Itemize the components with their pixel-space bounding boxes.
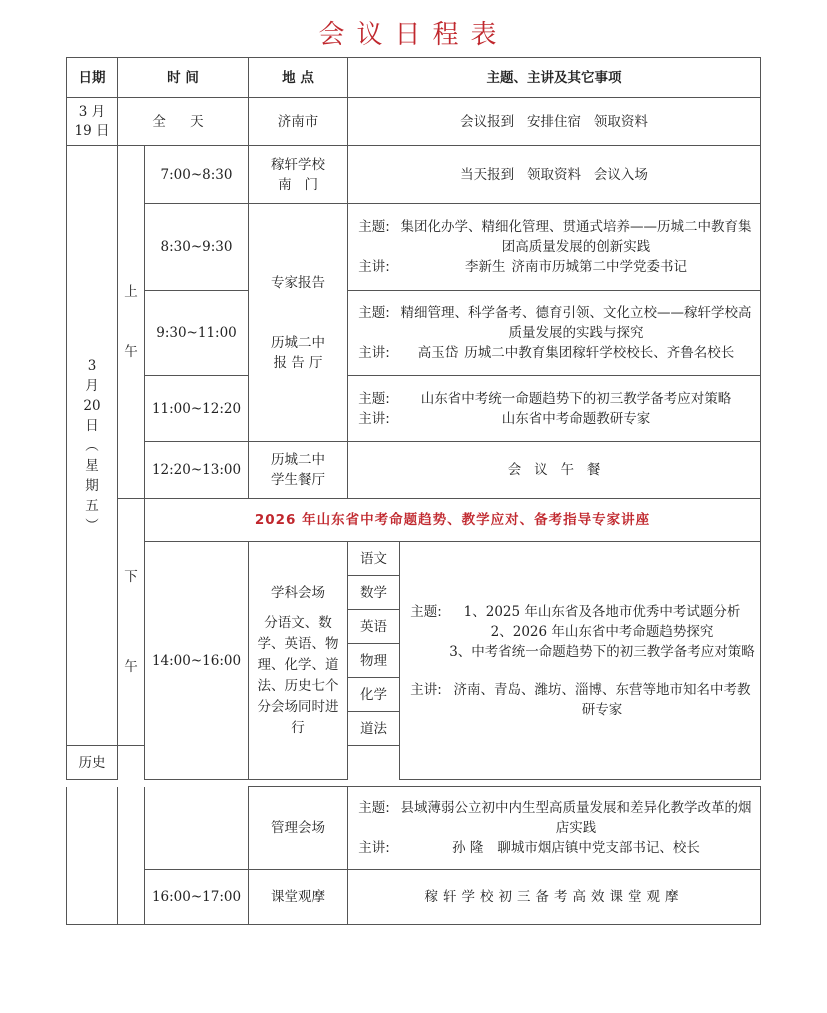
header-row [67,58,761,98]
subject-cell: 物理 [348,644,400,678]
am-venue-cell [249,204,348,442]
content-cell: 当天报到 领取资料 会议入场 [348,146,761,204]
date-char: 日 [85,417,99,434]
subject-cell: 化学 [348,678,400,712]
speaker-title: 山东省中考命题教研专家 [501,410,651,427]
date-char: 20 [83,397,101,414]
subject-cell: 数学 [348,576,400,610]
place-cell [249,442,348,499]
pm-char: 下 [124,569,138,585]
topic-label: 主题: [358,390,390,407]
subject-cell: 历史 [67,746,118,780]
pm-observe-row [67,870,761,925]
speaker-label: 主讲: [410,681,442,698]
date-char: 五 [85,497,99,514]
speaker-title: 历城二中教育集团稼轩学校校长、齐鲁名校长 [464,345,735,361]
am-row-5 [67,442,761,499]
header-date: 日期 [67,58,118,98]
date-char: 月 [85,377,99,394]
date-char: ︵ [85,437,99,454]
subject-venue-cell [249,542,348,780]
speaker-name: 孙 隆 [452,840,484,856]
place-line: 学生餐厅 [271,472,326,488]
place-cell [249,146,348,204]
observe-venue: 课堂观摩 [249,870,348,925]
topic-item: 1、2025 年山东省及各地市优秀中考试题分析 [463,603,741,620]
time-cell: 8:30~9:30 [145,204,249,291]
topic-text: 山东省中考统一命题趋势下的初三教学备考应对策略 [420,390,732,407]
am-row-1 [67,146,761,204]
topic-text: 精细管理、科学备考、德育引领、文化立校——稼轩学校高质量发展的实践与探究 [400,305,752,341]
date-continuation [67,787,118,870]
subject-venue: 学科会场 [271,584,326,601]
pm-mgmt-row [67,787,761,870]
day1-row [67,98,761,146]
date-char: 3 [87,357,97,374]
pm-time-1: 14:00~16:00 [145,542,249,780]
date-char: ︶ [85,517,99,534]
header-time: 时 间 [118,58,249,98]
am-row-4 [67,376,761,442]
topic-label: 主题: [410,603,442,620]
topic-text: 集团化办学、精细化管理、贯通式培养——历城二中教育集团高质量发展的创新实践 [400,219,752,255]
am-venue-hall-line2: 报 告 厅 [273,354,323,371]
page-title: 会议日程表 [318,20,509,50]
subject-cell: 道法 [348,712,400,746]
day1-date-day: 19 日 [74,122,110,139]
schedule-table [66,57,761,780]
place-line: 历城二中 [271,452,326,468]
pm-banner: 2026 年山东省中考命题趋势、教学应对、备考指导专家讲座 [145,499,761,542]
mgmt-topic-cell [348,787,761,870]
day1-time: 全 天 [118,98,249,146]
speaker-text: 济南、青岛、潍坊、淄博、东营等地市知名中考教研专家 [453,681,751,718]
am-label [118,146,145,499]
topic-label: 主题: [358,800,390,816]
pm-label [118,499,145,746]
day2-date [67,146,118,746]
topic-text: 县域薄弱公立初中内生型高质量发展和差异化教学改革的烟店实践 [400,800,752,836]
speaker-label: 主讲: [358,840,390,856]
topic-label: 主题: [358,305,390,321]
place-line: 稼轩学校 [271,156,326,173]
observe-content: 稼轩学校初三备考高效课堂观摩 [348,870,761,925]
topic-cell [348,376,761,442]
schedule-table-tail [66,786,761,925]
header-place: 地 点 [249,58,348,98]
topic-cell [348,291,761,376]
time-cell: 9:30~11:00 [145,291,249,376]
pm-continuation [118,870,145,925]
day1-date [67,98,118,146]
time-cell: 7:00~8:30 [145,146,249,204]
speaker-name: 高玉岱 [417,345,459,361]
speaker-title: 济南市历城第二中学党委书记 [511,259,688,275]
speaker-label: 主讲: [358,345,390,361]
date-char: 星 [85,457,99,474]
day1-content: 会议报到 安排住宿 领取资料 [348,98,761,146]
day1-date-month: 3 月 [78,103,106,120]
topic-label: 主题: [358,219,390,235]
topic-item: 2、2026 年山东省中考命题趋势探究 [490,623,714,640]
time-cell: 11:00~12:20 [145,376,249,442]
am-row-3 [67,291,761,376]
topic-item: 3、中考省统一命题趋势下的初三教学备考应对策略 [449,643,755,660]
date-continuation [67,870,118,925]
date-char: 期 [85,477,99,494]
pm-banner-row [67,499,761,542]
topic-cell [348,204,761,291]
am-char: 午 [124,344,138,360]
speaker-label: 主讲: [358,259,390,275]
time-cell: 12:20~13:00 [145,442,249,499]
am-venue-hall-line1: 历城二中 [271,334,326,351]
subject-cell: 语文 [348,542,400,576]
speaker-label: 主讲: [358,410,390,427]
pm-time-continuation [145,787,249,870]
day1-place: 济南市 [249,98,348,146]
mgmt-venue: 管理会场 [249,787,348,870]
am-venue-expert: 专家报告 [271,274,326,291]
place-line: 南 门 [278,176,318,193]
speaker-title: 聊城市烟店镇中党支部书记、校长 [497,840,700,856]
pm-topic-cell [400,542,761,780]
pm-char: 午 [124,659,138,675]
subject-cell: 英语 [348,610,400,644]
am-row-2 [67,204,761,291]
pm-time-2: 16:00~17:00 [145,870,249,925]
speaker-name: 李新生 [465,259,506,275]
pm-subject-row [67,542,761,576]
header-topic: 主题、主讲及其它事项 [348,58,761,98]
content-cell: 会 议 午 餐 [348,442,761,499]
subject-venue-note: 分语文、数学、英语、物理、化学、道法、历史七个分会场同时进行 [257,614,339,736]
pm-continuation [118,787,145,870]
am-char: 上 [124,284,138,300]
